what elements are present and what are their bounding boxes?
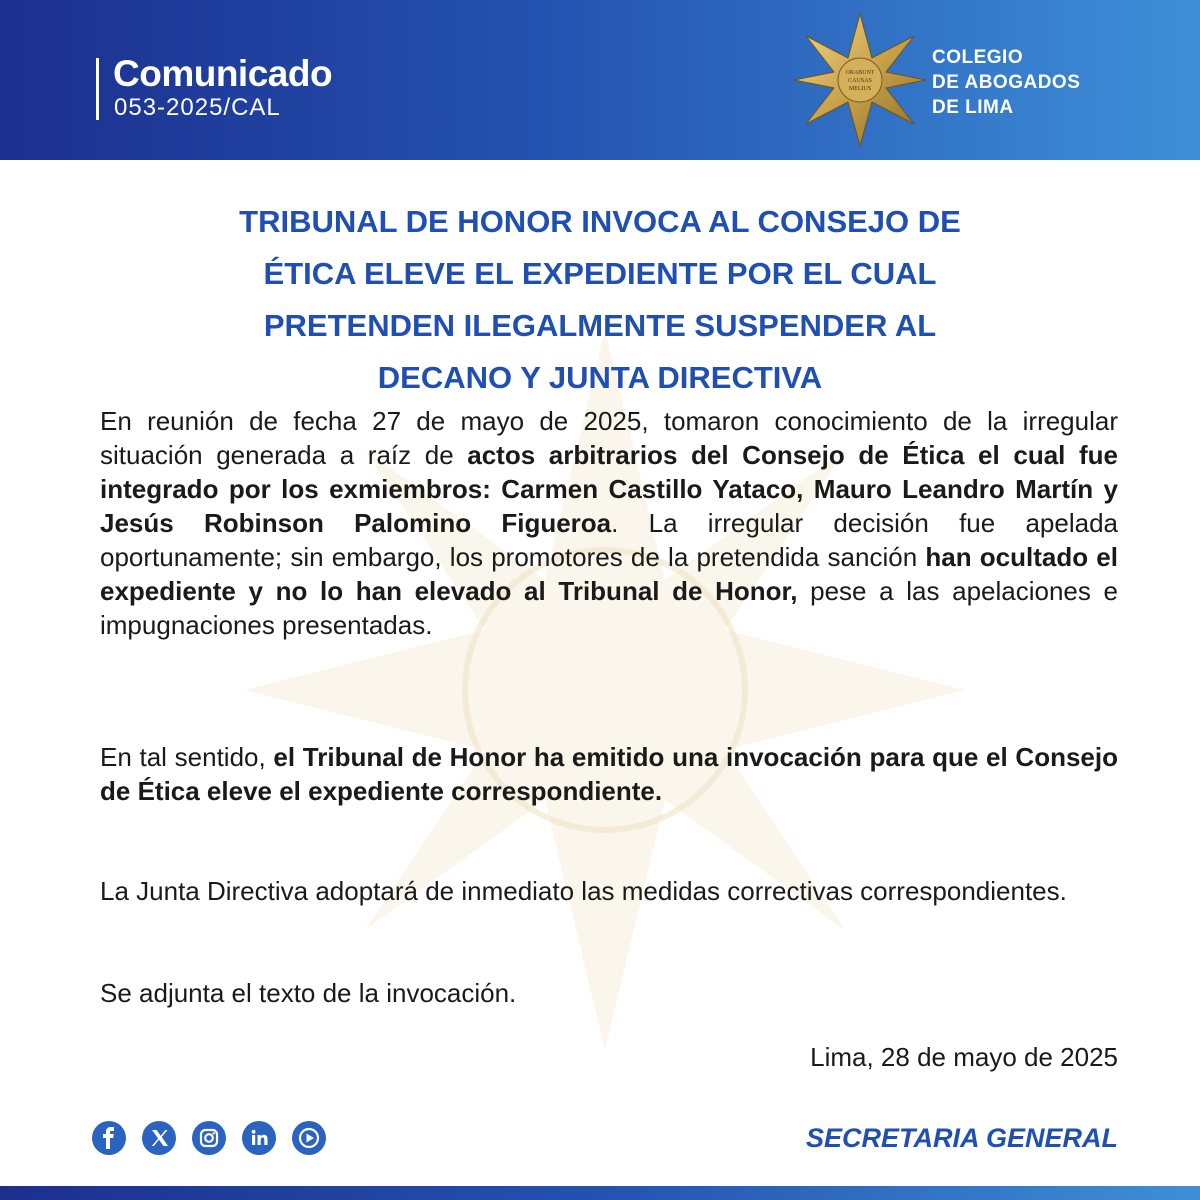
signature: SECRETARIA GENERAL [805,1123,1118,1153]
x-icon[interactable] [142,1121,176,1155]
bold-run: actos arbitrarios del Consejo de Ética el cual fue integrado por los exmiembros: Carmen Castillo Yataco, Mauro Leandro Martín y Jesús Robinson Palomino Figueroa [100,440,1118,538]
body-paragraph-4: Se adjunta el texto de la invocación. [100,978,517,1008]
document-date: Lima, 28 de mayo de 2025 [810,1042,1118,1072]
header-banner [0,0,1200,160]
communique-number: 053-2025/CAL [114,94,281,121]
bold-run: el Tribunal de Honor ha emitido una invocación para que el Consejo de Ética eleve el expediente correspondiente. [100,742,1118,806]
headline-line: ÉTICA ELEVE EL EXPEDIENTE POR EL CUAL [263,256,937,291]
facebook-icon[interactable] [92,1121,126,1155]
headline [100,196,1100,404]
college-name-line1: COLEGIO [932,47,1024,68]
body-paragraph-1 [100,404,1118,642]
svg-text:CAUSAS: CAUSAS [848,78,872,84]
headline-line: PRETENDEN ILEGALMENTE SUSPENDER AL [263,308,937,343]
seal-text: ORABUNT [845,70,875,76]
text-run: pese a las apelaciones e impugnaciones presentadas. [100,576,1118,640]
college-name [932,45,1080,120]
body-paragraph-2 [100,740,1118,808]
footer-bar [0,1186,1200,1200]
communique-title: Comunicado [113,53,333,94]
college-name-line3: DE LIMA [932,97,1014,118]
header-divider [96,58,99,120]
text-run: En reunión de fecha 27 de mayo de 2025, tomaron conocimiento de la irregular situación generada a raíz de [100,406,1118,470]
college-name-line2: DE ABOGADOS [932,72,1081,93]
bold-run: han ocultado el expediente y no lo han elevado al Tribunal de Honor, [100,542,1118,606]
text-run: . La irregular decisión fue apelada oportunamente; sin embargo, los promotores de la pretendida sanción [100,508,1118,572]
text-run: En tal sentido, [100,742,274,772]
college-seal-logo [792,12,928,148]
headline-line: DECANO Y JUNTA DIRECTIVA [377,360,823,395]
headline-line: TRIBUNAL DE HONOR INVOCA AL CONSEJO DE [239,204,961,239]
instagram-icon[interactable] [192,1121,226,1155]
youtube-icon[interactable] [292,1121,326,1155]
svg-text:MELIUS: MELIUS [848,86,872,92]
linkedin-icon[interactable] [242,1121,276,1155]
body-paragraph-3: La Junta Directiva adoptará de inmediato las medidas correctivas correspondientes. [100,876,1067,906]
